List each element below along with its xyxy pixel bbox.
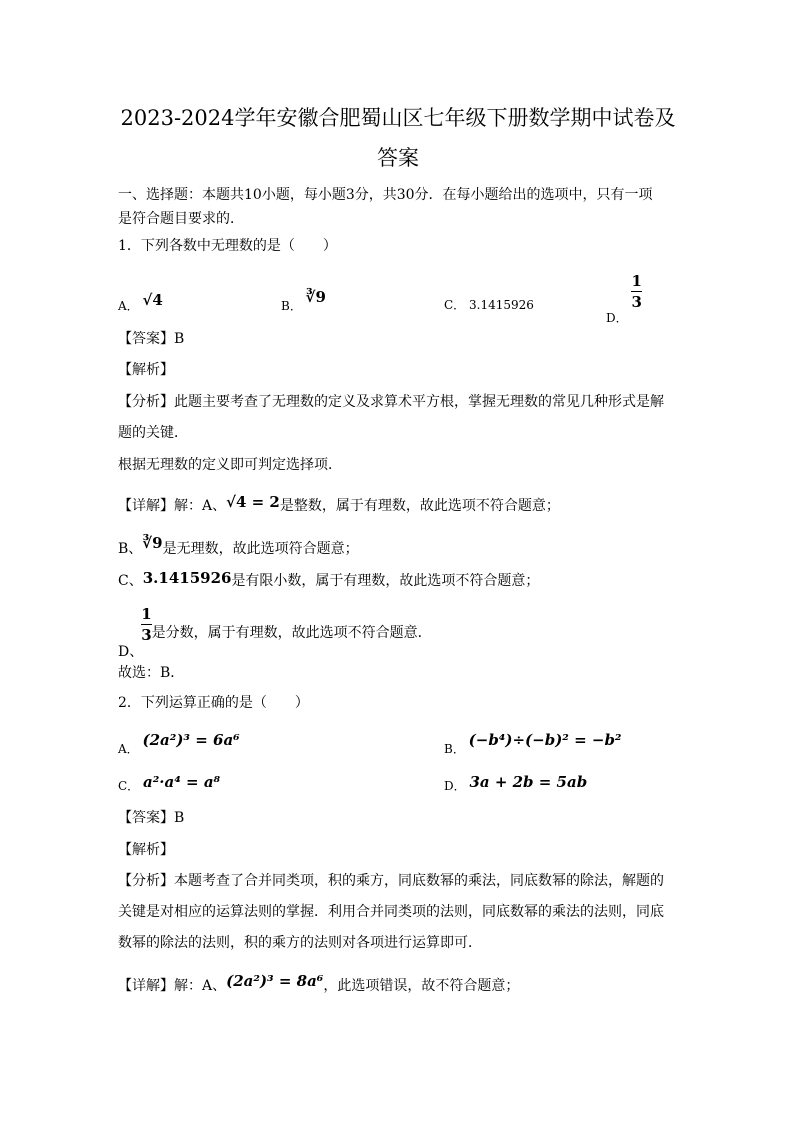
q2-option-c-value: a²·a⁴ = a⁸ — [143, 773, 221, 791]
q2-answer: 【答案】B — [118, 810, 185, 826]
q1-option-a-value: √4 — [142, 291, 163, 309]
q1-option-c-value: 3.1415926 — [469, 298, 534, 312]
q2-option-d — [444, 773, 588, 794]
q2-option-d-value: 3a + 2b = 5ab — [469, 773, 588, 791]
q1-option-c-label: C． — [444, 298, 466, 312]
q1-analysis-line2: 题的关键． — [118, 425, 188, 441]
q1-detail-d-numerator: 1 — [141, 605, 152, 623]
q1-detail-d — [118, 605, 432, 660]
q2-option-a — [118, 731, 240, 757]
q1-option-a — [118, 291, 163, 314]
q2-analysis-line3: 数幂的除法的法则，积的乘方的法则对各项进行运算即可． — [118, 935, 482, 951]
q1-detail-c-suffix: 是有限小数，属于有理数，故此选项不符合题意； — [231, 573, 540, 589]
q1-option-d-denominator: 3 — [631, 293, 642, 311]
q2-stem: 2．下列运算正确的是（ ） — [118, 695, 309, 711]
q1-detail-d-prefix: D、 — [118, 643, 144, 660]
q1-option-a-label: A． — [118, 299, 139, 313]
q2-option-b-label: B． — [444, 742, 465, 756]
q1-answer: 【答案】B — [118, 331, 185, 347]
q1-option-d-fraction — [631, 272, 641, 311]
q1-detail-a — [118, 493, 560, 515]
q1-detail-a-prefix: 【详解】解：A、 — [118, 498, 227, 514]
q1-detail-c-prefix: C、 — [118, 573, 143, 589]
q1-option-b-label: B． — [281, 299, 302, 313]
q1-stem: 1．下列各数中无理数的是（ ） — [118, 238, 337, 254]
q1-analysis-heading: 【解析】 — [118, 362, 174, 378]
q1-conclusion: 故选：B． — [118, 665, 185, 681]
q1-detail-c — [118, 571, 539, 590]
q2-option-b-value: (−b⁴)÷(−b)² = −b² — [468, 731, 622, 749]
q2-analysis-heading: 【解析】 — [118, 842, 174, 858]
q2-detail-a — [118, 972, 520, 995]
q1-detail-b — [118, 534, 359, 558]
q2-detail-a-math: (2a²)³ = 8a⁶ — [226, 972, 324, 990]
q2-detail-a-suffix: ，此选项错误，故不符合题意； — [323, 978, 520, 994]
q2-option-a-value: (2a²)³ = 6a⁶ — [142, 731, 240, 749]
section1-heading: 一、选择题：本题共10小题，每小题3分，共30分．在每小题给出的选项中，只有一项 — [118, 187, 653, 203]
doc-title-line2: 答案 — [377, 146, 419, 170]
q2-option-a-label: A． — [118, 742, 139, 756]
q2-option-c — [118, 773, 221, 794]
q2-analysis-line1: 【分析】本题考查了合并同类项，积的乘方，同底数幂的乘法，同底数幂的除法，解题的 — [118, 873, 664, 889]
fraction-bar — [631, 291, 641, 292]
q1-option-d-numerator: 1 — [631, 272, 642, 290]
q1-detail-a-math: √4 = 2 — [226, 493, 280, 511]
q1-option-d-label: D． — [606, 311, 628, 325]
q1-detail-b-math: ∛9 — [142, 534, 163, 552]
q1-detail-d-suffix: 是分数，属于有理数，故此选项不符合题意． — [151, 624, 432, 641]
q2-option-b — [444, 731, 622, 757]
q1-option-c — [444, 297, 534, 313]
q1-detail-a-suffix: 是整数，属于有理数，故此选项不符合题意； — [279, 498, 560, 514]
q1-analysis-line1: 【分析】此题主要考查了无理数的定义及求算术平方根，掌握无理数的常见几种形式是解 — [118, 394, 664, 410]
q1-detail-b-suffix: 是无理数，故此选项符合题意； — [162, 541, 359, 557]
q2-analysis-line2: 关键是对相应的运算法则的掌握．利用合并同类项的法则，同底数幂的乘法的法则，同底 — [118, 904, 664, 920]
q1-detail-b-prefix: B、 — [118, 541, 143, 557]
section1-heading-cont: 是符合题目要求的． — [118, 211, 244, 227]
q1-note: 根据无理数的定义即可判定选择项． — [118, 457, 342, 473]
q1-detail-d-denominator: 3 — [141, 626, 152, 644]
q1-option-b — [281, 288, 326, 314]
fraction-bar — [141, 624, 151, 625]
q2-detail-a-prefix: 【详解】解：A、 — [118, 978, 227, 994]
q1-option-d — [606, 272, 642, 325]
q2-option-d-label: D． — [444, 779, 466, 793]
q1-option-b-value: ∛9 — [305, 288, 326, 306]
q1-detail-d-fraction — [141, 605, 151, 644]
doc-title-line1: 2023-2024学年安徽合肥蜀山区七年级下册数学期中试卷及 — [120, 106, 676, 130]
q1-detail-c-math: 3.1415926 — [142, 569, 232, 587]
q2-option-c-label: C． — [118, 779, 140, 793]
